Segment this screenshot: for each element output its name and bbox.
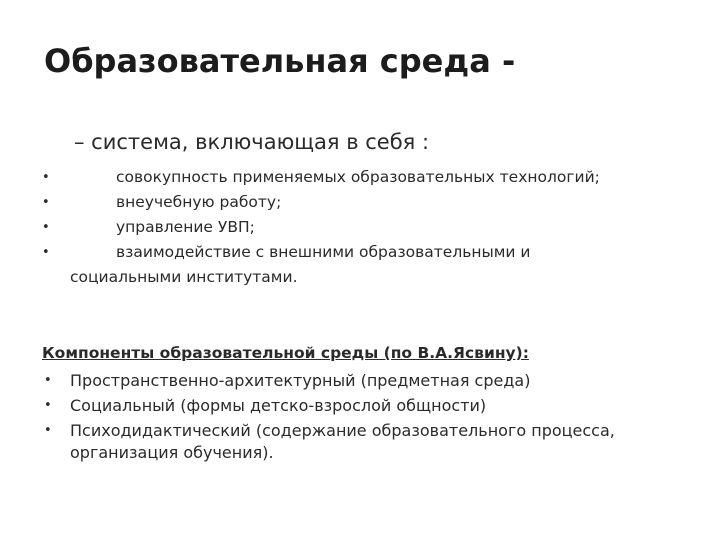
list-item <box>0 370 720 392</box>
bullet-icon: • <box>42 170 50 185</box>
bullet-icon: • <box>44 398 52 413</box>
bullet-icon: • <box>42 245 50 260</box>
components-list <box>0 370 720 467</box>
bullet-icon: • <box>44 423 52 438</box>
list-item <box>0 190 720 215</box>
list-item <box>0 240 720 290</box>
bullet-icon: • <box>42 195 50 210</box>
bullet-icon: • <box>42 220 50 235</box>
bullet-icon: • <box>44 373 52 388</box>
list-item <box>0 215 720 240</box>
slide-title: Образовательная среда - <box>44 42 516 80</box>
list-item <box>0 395 720 417</box>
components-heading: Компоненты образовательной среды (по В.А.Ясвину): <box>42 344 529 362</box>
system-items-list <box>0 165 720 290</box>
list-item <box>0 165 720 190</box>
list-item-text: Психодидактический (содержание образовательного процесса, организация обучения). <box>70 421 615 462</box>
list-item-text: совокупность применяемых образовательных технологий; <box>116 168 600 186</box>
list-item-text: взаимодействие с внешними образовательными и социальными институтами. <box>70 243 531 286</box>
list-item-text: внеучебную работу; <box>116 193 282 211</box>
list-item-text: Пространственно-архитектурный (предметная среда) <box>70 371 531 390</box>
definition-intro: – система, включающая в себя : <box>74 130 430 154</box>
list-item <box>0 420 720 464</box>
list-item-text: Социальный (формы детско-взрослой общности) <box>70 396 487 415</box>
list-item-text: управление УВП; <box>116 218 255 236</box>
